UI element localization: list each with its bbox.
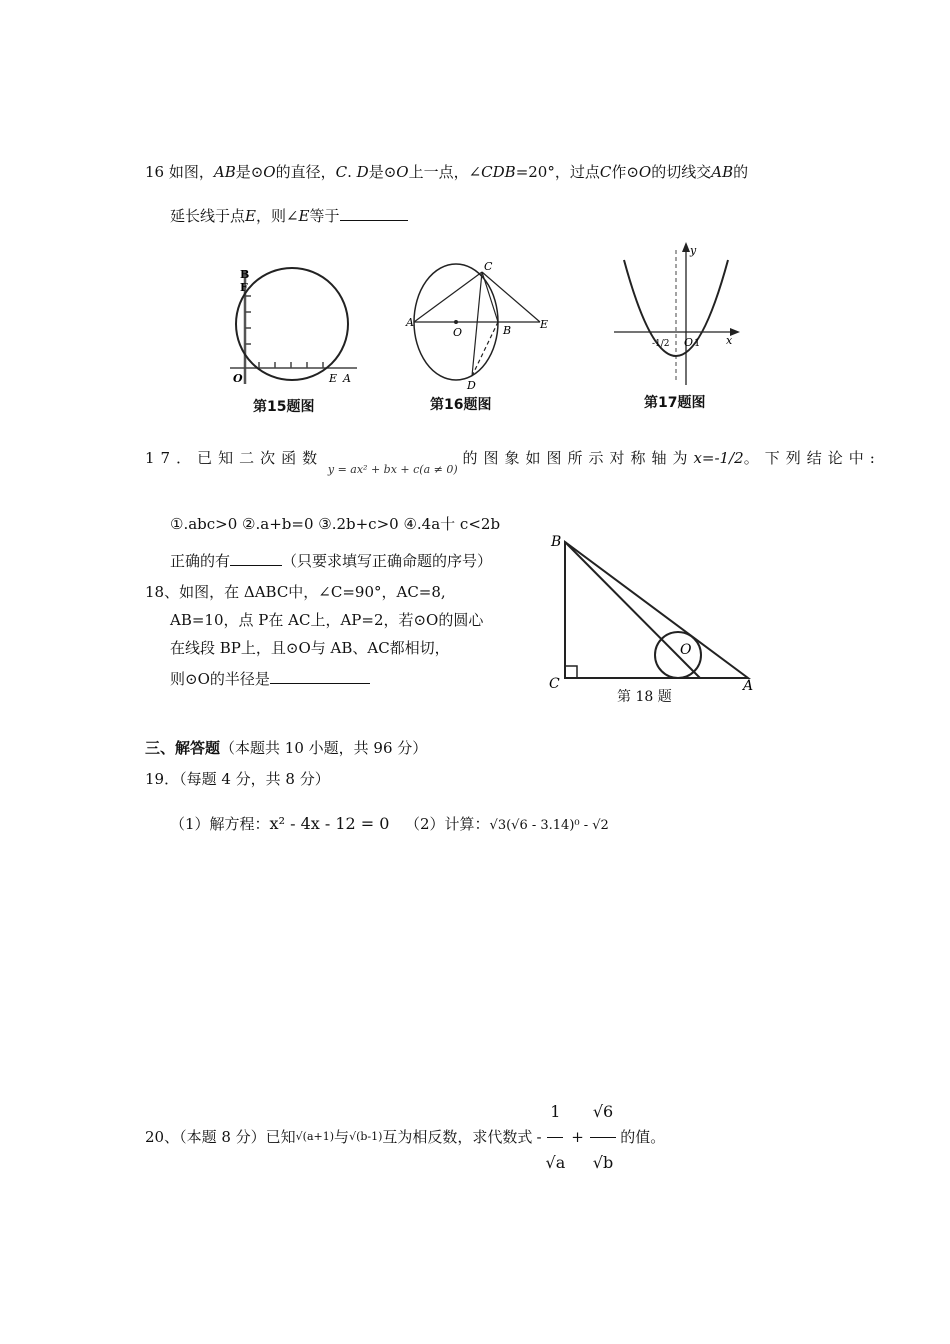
- q18-line4: [170, 669, 370, 688]
- fig17-y-arrow: [682, 242, 690, 252]
- q18-line4-text: 则⊙O的半径是: [170, 670, 270, 688]
- fig15-circle: [236, 268, 348, 380]
- fig17-label-one: 1: [694, 338, 701, 349]
- q20-frac2-denominator: √b: [592, 1152, 614, 1172]
- fig18-label-b: B: [551, 534, 562, 550]
- q20-expr2: √(b-1): [349, 1130, 383, 1143]
- q16-o: O: [396, 163, 409, 181]
- q18-line2: AB=10，点 P在 AC上，AP=2，若⊙O的圆心: [170, 611, 484, 629]
- q16-e: E: [245, 207, 256, 225]
- fig16-tangent-ce: [482, 272, 540, 322]
- q20-fraction-1: [546, 1087, 566, 1188]
- q16-e: E: [298, 207, 310, 225]
- q17-prefix: 17．已知二次函数: [145, 449, 324, 467]
- q19-part1-equation: x² - 4x - 12 = 0: [269, 814, 390, 833]
- q16-text: 的切线交: [651, 163, 712, 181]
- q20-frac1-numerator: 1: [547, 1087, 563, 1138]
- fig15-label-b: B: [240, 268, 250, 281]
- q17-formula: y = ax² + bx + c(a ≠ 0): [327, 463, 458, 476]
- fig16-line-ac: [414, 272, 482, 322]
- q19-header: 19．（每题 4 分，共 8 分）: [145, 770, 330, 788]
- fig17-label-x: x: [726, 334, 733, 347]
- q16-text: =20°，过点: [515, 163, 600, 181]
- q16-ab: AB: [213, 163, 236, 181]
- q16-ab: AB: [711, 163, 734, 181]
- q17-axis: x=-1/2: [693, 449, 744, 467]
- q17-middle: 的图象如图所示对称轴为: [462, 449, 694, 467]
- q16-text: 作⊙: [611, 163, 639, 181]
- q20-frac1-denominator: √a: [545, 1152, 566, 1172]
- fig15-label-f: F: [240, 281, 248, 294]
- fig18-right-angle: [565, 666, 577, 678]
- q17-answer-prompt: 正确的有: [170, 552, 231, 570]
- figure-18: [545, 530, 765, 690]
- q19-part1-label: （1）解方程：: [170, 815, 270, 833]
- q16-c: C: [599, 163, 612, 181]
- q16-text: 等于: [309, 207, 340, 225]
- fig16-label-e: E: [540, 318, 549, 331]
- q16-cdb: CDB: [481, 163, 516, 181]
- q20-mid: 与: [334, 1128, 350, 1146]
- q16-text: 是⊙: [368, 163, 397, 181]
- q16-answer-blank[interactable]: [340, 206, 408, 221]
- q16-text: 16 如图，: [145, 163, 214, 181]
- q20-suffix: 的值。: [620, 1128, 666, 1146]
- section3-title: 三、解答题: [145, 739, 221, 757]
- fig17-caption: 第17题图: [644, 395, 706, 411]
- fig16-center-dot: [454, 320, 458, 324]
- q16-c: C: [335, 163, 348, 181]
- q20-minus: -: [536, 1128, 542, 1146]
- q20-frac2-numerator: √6: [590, 1087, 616, 1138]
- fig17-label-o: O: [684, 336, 694, 349]
- q16-text: .: [347, 163, 357, 181]
- q17-answer-note: （只要求填写正确命题的序号）: [282, 552, 493, 570]
- q17-answer-blank[interactable]: [230, 551, 282, 566]
- section3-heading: [145, 739, 427, 757]
- q16-line1: [145, 163, 748, 181]
- q19-part2-expression: √3(√6 - 3.14)⁰ - √2: [489, 818, 609, 833]
- fig16-label-c: C: [484, 260, 493, 273]
- q17-suffix: 。下列结论中:: [743, 449, 881, 467]
- fig17-label-neg-half: -1/2: [652, 339, 670, 349]
- q16-text: 延长线于点: [170, 207, 246, 225]
- q20-expr1: √(a+1): [295, 1130, 335, 1143]
- q20-mid2: 互为相反数，求代数式: [382, 1128, 533, 1146]
- q16-text: ，则∠: [255, 207, 299, 225]
- q18-answer-blank[interactable]: [270, 669, 370, 684]
- fig18-label-o: O: [680, 642, 692, 658]
- fig17-label-y: y: [690, 244, 697, 257]
- fig15-label-o: O: [233, 372, 243, 385]
- q16-o: O: [263, 163, 276, 181]
- fig16-label-o: O: [453, 326, 463, 339]
- fig15-ticks: [245, 296, 323, 368]
- q19-part2: [405, 815, 609, 835]
- q16-text: 的直径，: [275, 163, 336, 181]
- q18-line3: 在线段 BP上，且⊙O与 AB、AC都相切，: [170, 639, 450, 657]
- fig18-caption: 第 18 题: [617, 689, 672, 705]
- fig16-label-d: D: [467, 379, 476, 392]
- q16-text: 是⊙: [235, 163, 264, 181]
- fig18-label-c: C: [549, 676, 560, 690]
- fig16-label-b: B: [503, 324, 512, 337]
- fig15-label-e: E: [329, 372, 338, 385]
- section3-note: （本题共 10 小题，共 96 分）: [220, 739, 428, 757]
- fig15-label-a: A: [343, 372, 351, 385]
- figure-16: [402, 258, 562, 393]
- q20-plus: +: [571, 1128, 584, 1146]
- q16-d: D: [356, 163, 369, 181]
- fig18-triangle: [565, 542, 748, 678]
- fig16-caption: 第16题图: [430, 397, 492, 413]
- q19-part1: [170, 815, 389, 833]
- figure-17: [610, 240, 750, 390]
- fig16-line-cd: [472, 272, 482, 376]
- q20-line: [145, 1101, 666, 1172]
- q16-text: 上一点，∠: [408, 163, 482, 181]
- q20-fraction-2: [590, 1087, 616, 1188]
- fig15-caption: 第15题图: [253, 399, 315, 415]
- q19-part2-label: （2）计算：: [405, 815, 490, 833]
- fig18-label-a: A: [743, 678, 754, 690]
- q17-answer-line: [170, 551, 492, 570]
- q20-prefix: 20、（本题 8 分）已知: [145, 1128, 296, 1146]
- q16-o: O: [638, 163, 652, 181]
- q16-line2: [170, 206, 408, 225]
- q18-line1: 18、如图，在 ΔABC中，∠C=90°，AC=8,: [145, 583, 446, 601]
- fig16-label-a: A: [406, 316, 414, 329]
- q17-options: ①.abc>0 ②.a+b=0 ③.2b+c>0 ④.4a十 c<2b: [170, 515, 501, 533]
- q16-text: 的: [733, 163, 749, 181]
- figure-15: [225, 262, 365, 392]
